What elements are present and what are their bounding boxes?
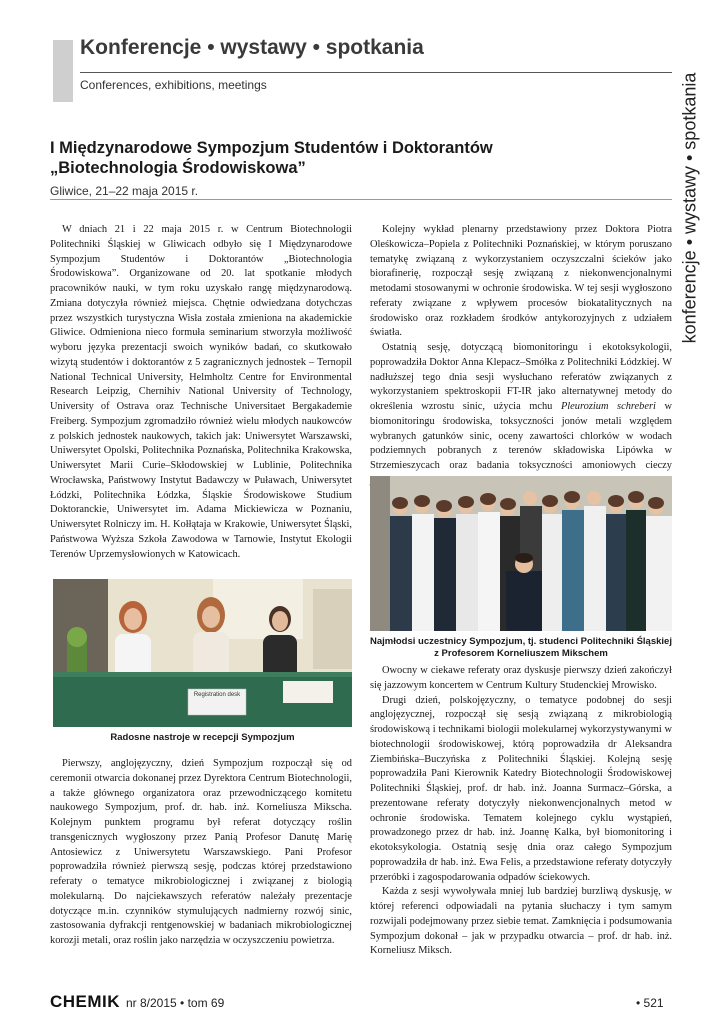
issue-info: nr 8/2015 • tom 69 — [126, 996, 225, 1010]
paragraph: Pierwszy, anglojęzyczny, dzień Sympozjum rozpoczął się od ceremonii otwarcia dokonanej przez Dyrektora Centrum Biotechnologii, a także głównego organizatora oraz przewodniczącego komitetu naukowego Sympozjum, prof. dr. hab. inż. Korneliusza Mikscha. Kolejnym punktem programu był referat dotyczący roślin transgenicznych wygłoszony przez Panią Profesor Danutę Marię Antosiewicz z Uniwersytetu Warszawskiego. Pani Profesor poprowadziła również pierwszą sesję, podczas której przedstawiono referaty o tematyce mikrobiologicznej i związanej z biologią molekularną. Do najciekawszych referatów należały prezentacje dotyczące m.in. czynników stymulujących nadmierny rozwój sinic, zastosowania dyfrakcji rentgenowskiej w badaniach mikrobiologicznej korozji metali, oraz roślin jako narzędzia w oczyszczeniu powietrza. — [50, 758, 352, 946]
title-rule — [50, 199, 672, 200]
body-column-1 — [50, 223, 352, 562]
article-title — [50, 138, 650, 178]
header-accent-bar — [53, 40, 73, 102]
text-run: w biomonitoringu środowiska, toksyczności jonów metali względem wybranych gatunków sinic, oceny zawartości chlorków w wodach podziemnych pobranych z terenów składowiska Lipówka w Strzemieszycach oraz badania toksyczności amoniowych cieczy — [370, 401, 672, 471]
paragraph: Owocny w ciekawe referaty oraz dyskusje pierwszy dzień zakończył się jazzowym koncertem w Centrum Kultury Studenckiej Mrowisko. — [370, 665, 672, 691]
text-run: Ostatnią sesję, dotyczącą biomonitoringu i ekotoksykologii, poprowadziła Doktor Anna Klepacz–Smółka z Politechniki Łódzkiej. W nadłuższej tego dnia sesji wysłuchano referatów związanych z wykorzystaniem spektroskopii FT-IR jako alternatywnej metody do określenia wzrostu sinic, użycia mchu — [370, 342, 672, 412]
species-name: Pleurozium schreberi — [560, 401, 656, 412]
photo-group-image — [370, 476, 672, 631]
paragraph: Każda z sesji wywoływała mniej lub bardziej burzliwą dyskusję, w której referenci odpowiadali na pytania słuchaczy i tym samym rozwijali podejmowany przez siebie temat. Zamknięcia i podsumowania Sympozjum dokonał – jak w przypadku otwarcia – prof. dr hab. inż. Korneliusz Miksch. — [370, 886, 672, 957]
paragraph — [370, 341, 672, 489]
body-column-2 — [370, 223, 672, 489]
paragraph: Drugi dzień, polskojęzyczny, o tematyce podobnej do sesji anglojęzycznej, rozpoczął się sesją związaną z mikrobiologią środowiskową i technikami biologii molekularnej wykorzystywanymi w biotechnologii środowiskowej, którą poprowadziła dr Aleksandra Ziembińska–Buczyńska z Politechniki Śląskiej. Kolejną sesję poprowadziła Pani Kierownik Katedry Biotechnologii Środowiskowej Politechniki Śląskiej, prof. dr hab. inż. Joanna Surmacz–Górska, a prezentowane referaty dotyczyły niekonwencjonalnych metod w ochronie środowiska. Tematem kolejnego cyklu wystąpień, prowadzonego przez dr hab. inż. Joannę Kalka, był biomonitoring i ekotoksykologia. Ostatnią sesję dnia oraz całego Sympozjum poprowadziła dr hab. inż. Ewa Felis, a przedstawione referaty dotyczyły przeróbki i zagospodarowania odpadów ściekowych. — [370, 694, 672, 883]
registration-desk-sign: Registration desk — [193, 692, 241, 698]
header-rule — [80, 72, 672, 73]
journal-logo: CHEMIK — [50, 992, 121, 1011]
body-column-3 — [50, 757, 352, 949]
page-number: • 521 — [636, 996, 664, 1010]
photo-registration-desk-image — [53, 579, 352, 727]
photo1-caption: Radosne nastroje w recepcji Sympozjum — [110, 732, 295, 743]
photo-registration-desk — [53, 579, 352, 727]
article-title-line2: „Biotechnologia Środowiskowa” — [50, 159, 306, 177]
paragraph: Kolejny wykład plenarny przedstawiony przez Doktora Piotra Oleśkowicza–Popiela z Politechniki Poznańskiej, w którym poruszano tematykę związaną z wykorzystaniem oczyszczalni ścieków jako biorafinerię, rozpoczął sesję związaną z niekonwencjonalnymi metodami stosowanymi w ochronie środowiska. W tej sesji wygłoszono referaty związane z wpływem procesów biokatalitycznych na środowisko oraz rozkładem środków antykorozyjnych z udziałem światła. — [370, 224, 672, 339]
side-section-label-text: konferencje • wystawy • spotkania — [679, 72, 700, 344]
photo2-caption-line1: Najmłodsi uczestnicy Sympozjum, tj. studenci Politechniki Śląskiej — [370, 636, 672, 647]
photo2-caption — [370, 636, 672, 660]
photo-group — [370, 476, 672, 631]
photo2-caption-line2: z Profesorem Korneliuszem Mikschem — [434, 648, 608, 659]
section-subtitle: Conferences, exhibitions, meetings — [80, 78, 267, 92]
paragraph: W dniach 21 i 22 maja 2015 r. w Centrum Biotechnologii Politechniki Śląskiej w Gliwicach odbyło się I Międzynarodowe Sympozjum Studentów i Doktorantów „Biotechnologia Środowiskowa”. Organizowane od 20. lat spotkanie młodych pracowników nauki, w tym roku uzyskało rangę międzynarodową. Zmiana dotyczyła również miejsca. Chętnie odwiedzana dotychczas przez wszystkich turystyczna Wisła została zmieniona na akademickie Gliwice. Odmieniona nieco formuła seminarium stworzyła możliwość wyboru języka prezentacji swoich wyników badań, co skutkowało wizytą studentów i doktorantów z 5 zagranicznych jednostek – Ternopil National Technical University, Helmholtz Centre for Environmental Research Leipzig, Chernihiv National University of Technology, University of Ostrava oraz Technische Universitaet Bergakademie Freiberg. Sympozjum zgromadziło również wielu młodych naukowców z polskich jednostek naukowych, takich jak: Uniwersytet Warszawski, Uniwersytet Opolski, Politechnika Poznańska, Politechnika Krakowska, Uniwersytet Marii Curie–Skłodowskiej w Lublinie, Politechnika Wrocławska, Państwowy Instytut Badawczy w Puławach, Uniwersytet Łódzki, Politechnika Łódzka, Śląskie Środowiskowe Studium Doktoranckie, Uniwersytet im. Adama Mickiewicza w Poznaniu, Uniwersytet Rolniczy im. H. Kołłątaja w Krakowie, Uniwersytet Śląski, Państwowa Wyższa Szkoła Zawodowa w Tarnowie, Instytut Ekologii Terenów Uprzemysłowionych w Katowicach. — [50, 224, 352, 560]
section-title: Konferencje • wystawy • spotkania — [80, 36, 424, 59]
side-section-label — [668, 38, 712, 378]
article-dateline: Gliwice, 21–22 maja 2015 r. — [50, 184, 199, 198]
article-title-line1: I Międzynarodowe Sympozjum Studentów i Doktorantów — [50, 139, 493, 157]
body-column-4 — [370, 664, 672, 959]
